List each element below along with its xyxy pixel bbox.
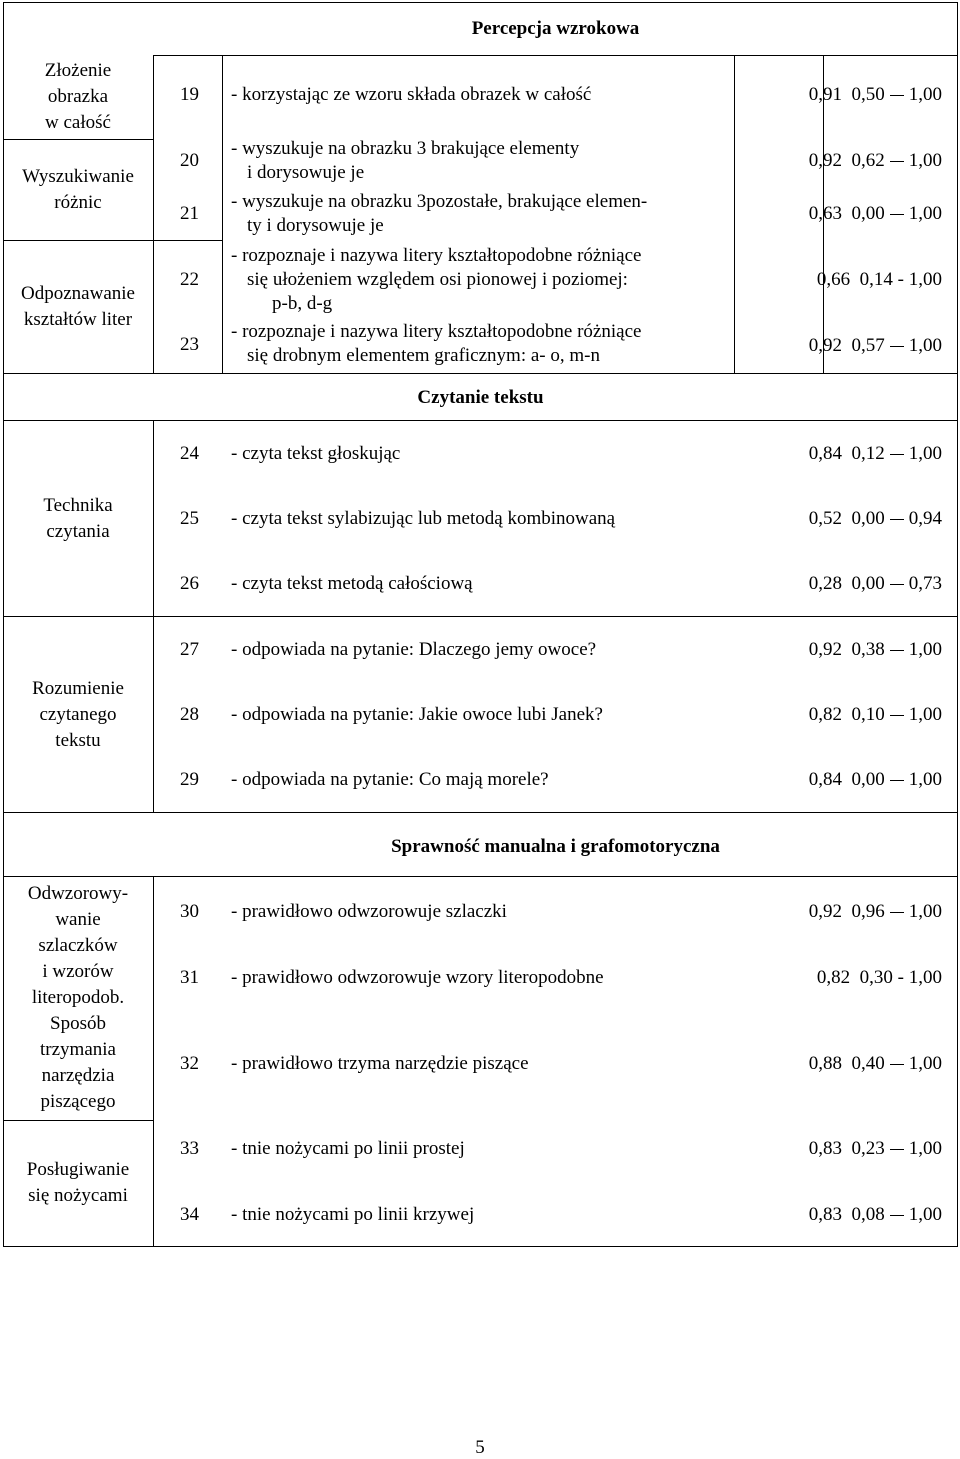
table-border-right bbox=[957, 2, 958, 1247]
range-dash bbox=[890, 519, 904, 520]
value-1: 0,66 bbox=[816, 269, 851, 290]
row-values bbox=[735, 268, 942, 292]
category-cell-odpoznawanie bbox=[3, 241, 153, 373]
row-values bbox=[735, 507, 942, 531]
value-2: 0,40 bbox=[851, 1053, 885, 1074]
row-description: - odpowiada na pytanie: Co mają morele? bbox=[231, 769, 549, 790]
row-number: 26 bbox=[180, 573, 199, 594]
row-values bbox=[735, 900, 942, 924]
row-values bbox=[735, 966, 942, 990]
value-2: 0,30 bbox=[859, 967, 893, 988]
category-cell-technika bbox=[3, 421, 153, 617]
range-dash bbox=[890, 584, 904, 585]
divider bbox=[3, 373, 958, 374]
value-1: 0,88 bbox=[808, 1053, 842, 1074]
row-number: 25 bbox=[180, 508, 199, 529]
category-label: Rozumienie bbox=[32, 678, 124, 699]
row-number: 27 bbox=[180, 639, 199, 660]
category-label: Sposób bbox=[50, 1013, 106, 1034]
row-description: - czyta tekst metodą całościową bbox=[231, 573, 473, 594]
section-title-manual: Sprawność manualna i grafomotoryczna bbox=[391, 836, 720, 857]
value-3: 1,00 bbox=[908, 84, 942, 105]
value-1: 0,83 bbox=[808, 1204, 842, 1225]
value-2: 0,00 bbox=[851, 769, 885, 790]
row-values bbox=[735, 1137, 942, 1161]
category-label: tekstu bbox=[55, 730, 101, 751]
row-values bbox=[735, 83, 942, 107]
value-2: 0,08 bbox=[851, 1204, 885, 1225]
value-3: 1,00 bbox=[908, 269, 942, 290]
category-label: czytania bbox=[46, 521, 110, 542]
row-number: 23 bbox=[180, 334, 199, 355]
category-label: piszącego bbox=[40, 1091, 116, 1112]
value-3: 1,00 bbox=[908, 769, 942, 790]
row-description: - czyta tekst głoskując bbox=[231, 443, 401, 464]
value-3: 1,00 bbox=[908, 203, 942, 224]
table-border-top bbox=[3, 2, 958, 3]
category-label: kształtów liter bbox=[23, 309, 133, 330]
row-values bbox=[735, 1203, 942, 1227]
row-values bbox=[735, 149, 942, 173]
range-dash bbox=[890, 780, 904, 781]
row-description: - rozpoznaje i nazywa litery kształtopodobne różniące bbox=[231, 245, 642, 266]
row-description: i dorysowuje je bbox=[247, 162, 365, 183]
category-label: Złożenie bbox=[44, 60, 112, 81]
row-number: 19 bbox=[180, 84, 199, 105]
range-dash bbox=[890, 1064, 904, 1065]
value-1: 0,91 bbox=[808, 84, 842, 105]
page-number: 5 bbox=[475, 1437, 485, 1458]
row-description: - wyszukuje na obrazku 3pozostałe, brakujące elemen- bbox=[231, 191, 648, 212]
value-1: 0,84 bbox=[808, 769, 842, 790]
value-2: 0,10 bbox=[851, 704, 885, 725]
value-3: 1,00 bbox=[908, 1138, 942, 1159]
range-separator: - bbox=[897, 269, 904, 290]
range-dash bbox=[890, 346, 904, 347]
category-label: wanie bbox=[55, 909, 101, 930]
category-label: narzędzia bbox=[41, 1065, 115, 1086]
category-label: szlaczków bbox=[38, 935, 118, 956]
value-3: 1,00 bbox=[908, 1053, 942, 1074]
row-description: - odpowiada na pytanie: Dlaczego jemy owoce? bbox=[231, 639, 597, 660]
divider bbox=[153, 240, 222, 241]
row-number: 20 bbox=[180, 150, 199, 171]
category-label: obrazka bbox=[47, 86, 109, 107]
value-2: 0,50 bbox=[851, 84, 885, 105]
category-label: trzymania bbox=[40, 1039, 116, 1060]
range-dash bbox=[890, 1215, 904, 1216]
row-values bbox=[735, 638, 942, 662]
row-description: - prawidłowo odwzorowuje szlaczki bbox=[231, 901, 507, 922]
row-values bbox=[735, 703, 942, 727]
value-3: 0,73 bbox=[908, 573, 942, 594]
divider bbox=[153, 55, 154, 373]
range-dash bbox=[890, 95, 904, 96]
category-cell-rozumienie bbox=[3, 617, 153, 813]
range-separator: - bbox=[897, 967, 904, 988]
category-cell-zlozenie bbox=[3, 55, 153, 139]
value-1: 0,82 bbox=[816, 967, 851, 988]
row-number: 30 bbox=[180, 901, 199, 922]
row-description: się drobnym elementem graficznym: a- o, m-n bbox=[247, 345, 600, 366]
row-description: - wyszukuje na obrazku 3 brakujące elementy bbox=[231, 138, 580, 159]
category-label: i wzorów bbox=[42, 961, 114, 982]
value-2: 0,62 bbox=[851, 150, 885, 171]
range-dash bbox=[890, 650, 904, 651]
value-1: 0,83 bbox=[808, 1138, 842, 1159]
value-2: 0,23 bbox=[851, 1138, 885, 1159]
divider bbox=[153, 420, 154, 812]
row-description: - prawidłowo trzyma narzędzie piszące bbox=[231, 1053, 529, 1074]
category-label: w całość bbox=[45, 112, 111, 133]
divider bbox=[153, 55, 958, 56]
row-values bbox=[735, 572, 942, 596]
row-description: - odpowiada na pytanie: Jakie owoce lubi Janek? bbox=[231, 704, 603, 725]
row-values bbox=[735, 442, 942, 466]
row-description: - prawidłowo odwzorowuje wzory literopodobne bbox=[231, 967, 604, 988]
value-1: 0,92 bbox=[808, 335, 842, 356]
row-number: 31 bbox=[180, 967, 199, 988]
category-label: Odwzorowy- bbox=[27, 883, 129, 904]
row-values bbox=[735, 202, 942, 226]
value-2: 0,00 bbox=[851, 573, 885, 594]
category-label: Wyszukiwanie bbox=[22, 166, 134, 187]
row-number: 22 bbox=[180, 269, 199, 290]
row-number: 34 bbox=[180, 1204, 199, 1225]
value-3: 1,00 bbox=[908, 1204, 942, 1225]
category-label: literopodob. bbox=[31, 987, 125, 1008]
category-cell-nozyce bbox=[3, 1121, 153, 1245]
section-title-perception: Percepcja wzrokowa bbox=[471, 18, 640, 39]
row-values bbox=[735, 1052, 942, 1076]
category-label: Odpoznawanie bbox=[21, 283, 135, 304]
value-1: 0,63 bbox=[808, 203, 842, 224]
value-3: 1,00 bbox=[908, 639, 942, 660]
divider bbox=[153, 876, 154, 1246]
value-3: 1,00 bbox=[908, 704, 942, 725]
value-1: 0,52 bbox=[808, 508, 842, 529]
value-3: 1,00 bbox=[908, 443, 942, 464]
range-dash bbox=[890, 1149, 904, 1150]
value-2: 0,00 bbox=[851, 508, 885, 529]
value-1: 0,92 bbox=[808, 639, 842, 660]
value-2: 0,57 bbox=[851, 335, 885, 356]
value-2: 0,12 bbox=[851, 443, 885, 464]
section-title-reading: Czytanie tekstu bbox=[417, 387, 544, 408]
range-dash bbox=[890, 214, 904, 215]
category-label: czytanego bbox=[39, 704, 117, 725]
value-2: 0,14 bbox=[859, 269, 893, 290]
row-description: - czyta tekst sylabizując lub metodą kombinowaną bbox=[231, 508, 616, 529]
divider bbox=[222, 55, 223, 373]
range-dash bbox=[890, 454, 904, 455]
row-values bbox=[735, 334, 942, 358]
range-dash bbox=[890, 912, 904, 913]
table-border-bottom bbox=[3, 1246, 958, 1247]
row-values bbox=[735, 768, 942, 792]
value-1: 0,82 bbox=[808, 704, 842, 725]
row-description: ty i dorysowuje je bbox=[247, 215, 384, 236]
category-cell-odwzorowywanie bbox=[3, 877, 153, 1119]
value-3: 1,00 bbox=[908, 901, 942, 922]
value-3: 1,00 bbox=[908, 150, 942, 171]
row-number: 28 bbox=[180, 704, 199, 725]
value-2: 0,38 bbox=[851, 639, 885, 660]
category-label: różnic bbox=[54, 192, 102, 213]
row-number: 21 bbox=[180, 203, 199, 224]
category-label: się nożycami bbox=[28, 1185, 128, 1206]
row-number: 33 bbox=[180, 1138, 199, 1159]
row-description: p-b, d-g bbox=[272, 293, 333, 314]
value-1: 0,28 bbox=[808, 573, 842, 594]
category-label: Technika bbox=[43, 495, 113, 516]
value-1: 0,92 bbox=[808, 150, 842, 171]
row-description: - korzystając ze wzoru składa obrazek w całość bbox=[231, 84, 592, 105]
row-description: - tnie nożycami po linii prostej bbox=[231, 1138, 465, 1159]
row-number: 32 bbox=[180, 1053, 199, 1074]
value-3: 0,94 bbox=[908, 508, 942, 529]
value-3: 1,00 bbox=[908, 335, 942, 356]
category-cell-wyszukiwanie bbox=[3, 140, 153, 240]
value-1: 0,84 bbox=[808, 443, 842, 464]
value-3: 1,00 bbox=[908, 967, 942, 988]
value-2: 0,96 bbox=[851, 901, 885, 922]
value-1: 0,92 bbox=[808, 901, 842, 922]
range-dash bbox=[890, 161, 904, 162]
range-dash bbox=[890, 715, 904, 716]
row-number: 24 bbox=[180, 443, 199, 464]
row-description: - rozpoznaje i nazywa litery kształtopodobne różniące bbox=[231, 321, 642, 342]
row-description: się ułożeniem względem osi pionowej i poziomej: bbox=[247, 269, 628, 290]
row-description: - tnie nożycami po linii krzywej bbox=[231, 1204, 475, 1225]
category-label: Posługiwanie bbox=[26, 1159, 130, 1180]
value-2: 0,00 bbox=[851, 203, 885, 224]
row-number: 29 bbox=[180, 769, 199, 790]
